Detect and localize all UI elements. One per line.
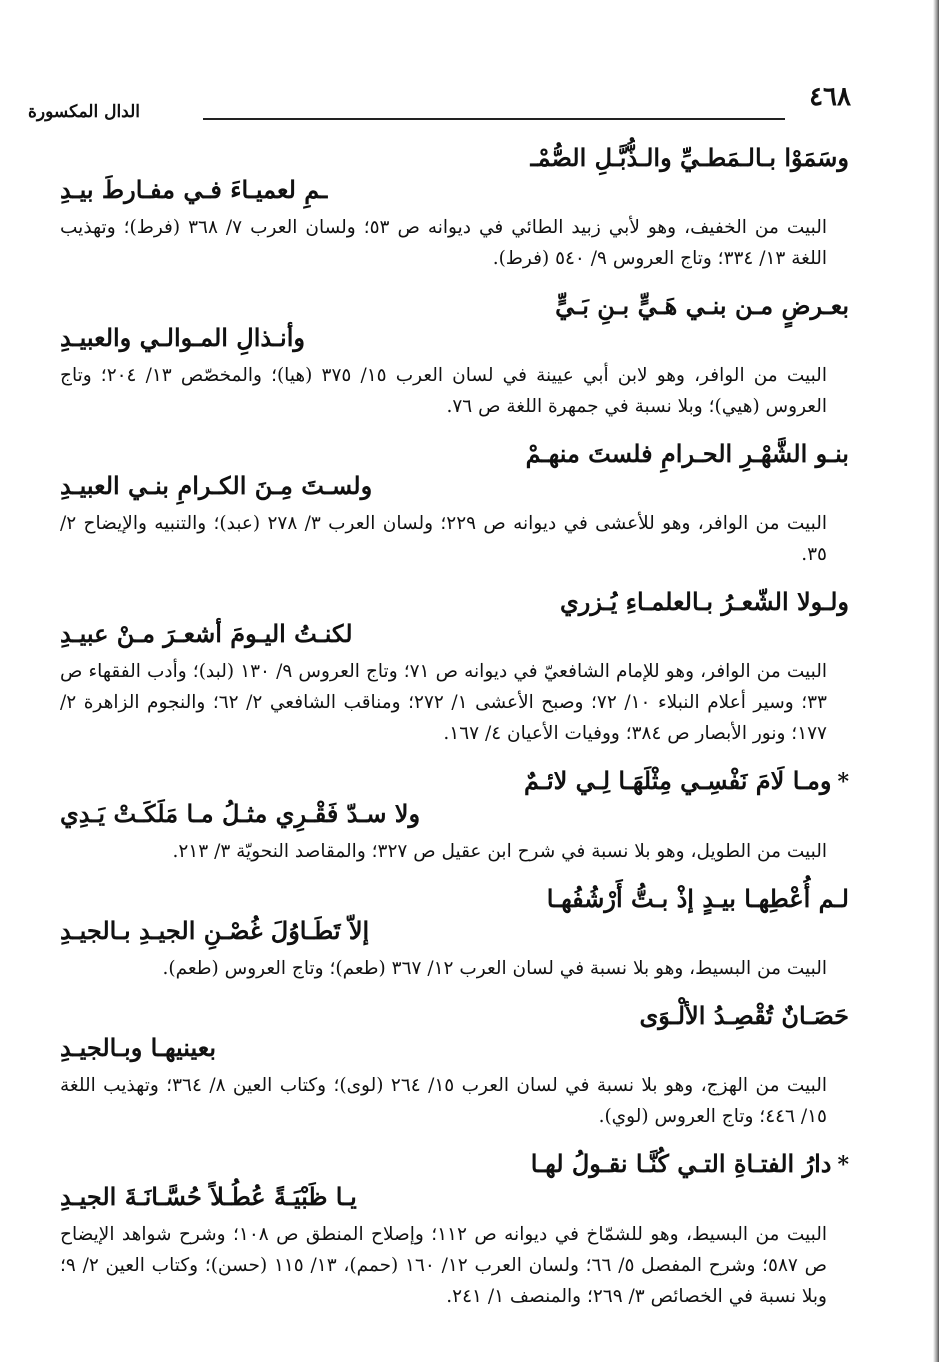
page-number: ٤٦٨ [809,82,851,112]
star-marker-icon: * [837,769,849,795]
first-hemistich: لـم أُعْطِهـا بيـدٍ إذْ بـتُّ أَرْشُفُهـا [546,884,849,913]
section-title: الدال المكسورة [28,102,141,122]
second-hemistich: إلاّ تَطَـاوُلَ غُصْـنِ الجيـدِ بـالجيـدِ [60,916,370,945]
verse [60,1146,849,1215]
verse-note: البيت من الخفيف، وهو لأبي زبيد الطائي في ديوانه ص ٥٣؛ ولسان العرب ٧/ ٣٦٨ (فرط)؛ وتهذيب اللغة ١٣/ ٣٣٤؛ وتاج العروس ٩/ ٥٤٠ (فرط). [60,217,827,269]
second-hemistich: ولا سـدّ فَقْـرِي مثـلُ مـا مَلَكَـتْ يَـدِي [60,799,421,828]
verse-entry [60,1146,849,1312]
first-hemistich-text: ومـا لَامَ نَفْسِـي مِثْلَهَـا لِـي لائـمٌ [523,766,832,795]
verse-entry [60,584,849,749]
first-hemistich: وسَمَوْا بـالـمَطـيِّ والـذُّبَّـلِ الصُّمْـ [530,143,849,172]
verse-note: البيت من الوافر، وهو للإمام الشافعيّ في ديوانه ص ٧١؛ وتاج العروس ٩/ ١٣٠ (لبد)؛ وأدب الفقهاء ص ٣٣؛ وسير أعلام النبلاء ١٠/ ٧٢؛ وصبح الأعشى ١/ ٢٧٢؛ ومناقب الشافعي ٢/ ٦٢؛ والنجوم الزاهرة ٢/ ١٧٧؛ ونور الأبصار ص ٣٨٤؛ ووفيات الأعيان ٤/ ١٦٧. [60,661,827,744]
first-hemistich: بنـو الشَّهْـرِ الحـرامِ فلستَ منهـمْ [525,439,849,468]
verse-note: البيت من الطويل، وهو بلا نسبة في شرح ابن عقيل ص ٣٢٧؛ والمقاصد النحويّة ٣/ ٢١٣. [172,841,827,862]
verse-entry [60,288,849,422]
running-head [28,80,851,130]
first-hemistich: ولـولا الشّعـرُ بـالعلمـاءِ يُـزري [559,587,849,616]
second-hemistich: يـا ظَبْيَـةً عُطُـلاً حُسَّـانَـةَ الجيـدِ [60,1182,357,1211]
verse-entry [60,998,849,1132]
verse-note: البيت من البسيط، وهو بلا نسبة في لسان العرب ١٢/ ٣٦٧ (طعم)؛ وتاج العروس (طعم). [162,958,827,979]
verse-entry [60,881,849,984]
verse [60,584,849,652]
first-hemistich-text: دارُ الفتـاةِ التـي كُنَّـا نقـولُ لهـا [530,1149,832,1178]
verse [60,288,849,356]
first-hemistich [524,763,849,800]
verse-entry [60,763,849,867]
page-binding-edge [933,0,939,1362]
verse [60,140,849,208]
verse-note: البيت من الهزج، وهو بلا نسبة في لسان العرب ١٥/ ٢٦٤ (لوى)؛ وكتاب العين ٨/ ٣٦٤؛ وتهذيب اللغة ١٥/ ٤٤٦؛ وتاج العروس (لوي). [60,1075,827,1127]
verse-note: البيت من الوافر، وهو لابن أبي عيينة في لسان العرب ١٥/ ٣٧٥ (هيا)؛ والمخصّص ١٣/ ٢٠٤؛ وتاج العروس (هيي)؛ وبلا نسبة في جمهرة اللغة ص ٧٦. [60,365,827,417]
verse [60,436,849,504]
first-hemistich: حَصَـانٌ تُقْصِـدُ الألْـوَى [639,1001,849,1030]
verse-note: البيت من البسيط، وهو للشمّاخ في ديوانه ص ١١٢؛ وإصلاح المنطق ص ١٠٨؛ وشرح شواهد الإيضاح ص ٥٨٧؛ وشرح المفصل ٥/ ٦٦؛ ولسان العرب ١٢/ ١٦٠ (حمم)، ١٣/ ١١٥ (حسن)؛ وكتاب العين ٢/ ٩؛ وبلا نسبة في الخصائص ٣/ ٢٦٩؛ والمنصف ١/ ٢٤١. [60,1224,827,1307]
second-hemistich: بعينيهـا وبـالجيـدِ [60,1033,217,1062]
second-hemistich: وأنـذالِ المـوالـي والعبيـدِ [60,323,305,352]
verse [60,763,849,832]
second-hemistich: ـمِ لعميـاءَ فـي مفـارطَ بيـدِ [60,175,328,204]
second-hemistich: ولسـتَ مِـنَ الكـرامِ بنـي العبيـدِ [60,471,373,500]
verse-entry [60,140,849,274]
verse [60,998,849,1066]
header-rule [203,118,785,120]
verse-list [60,140,849,1326]
first-hemistich: بعـرضٍ مـن بنـي هَـيٍّ بـنِ بَـيٍّ [555,291,849,320]
verse [60,881,849,949]
first-hemistich [531,1146,849,1183]
verse-entry [60,436,849,570]
verse-note: البيت من الوافر، وهو للأعشى في ديوانه ص ٢٢٩؛ ولسان العرب ٣/ ٢٧٨ (عبد)؛ والتنبيه والإيضاح ٢/ ٣٥. [60,513,827,565]
star-marker-icon: * [837,1152,849,1178]
second-hemistich: لكنـتُ اليـومَ أشعـرَ مـنْ عبيـدِ [60,619,353,648]
